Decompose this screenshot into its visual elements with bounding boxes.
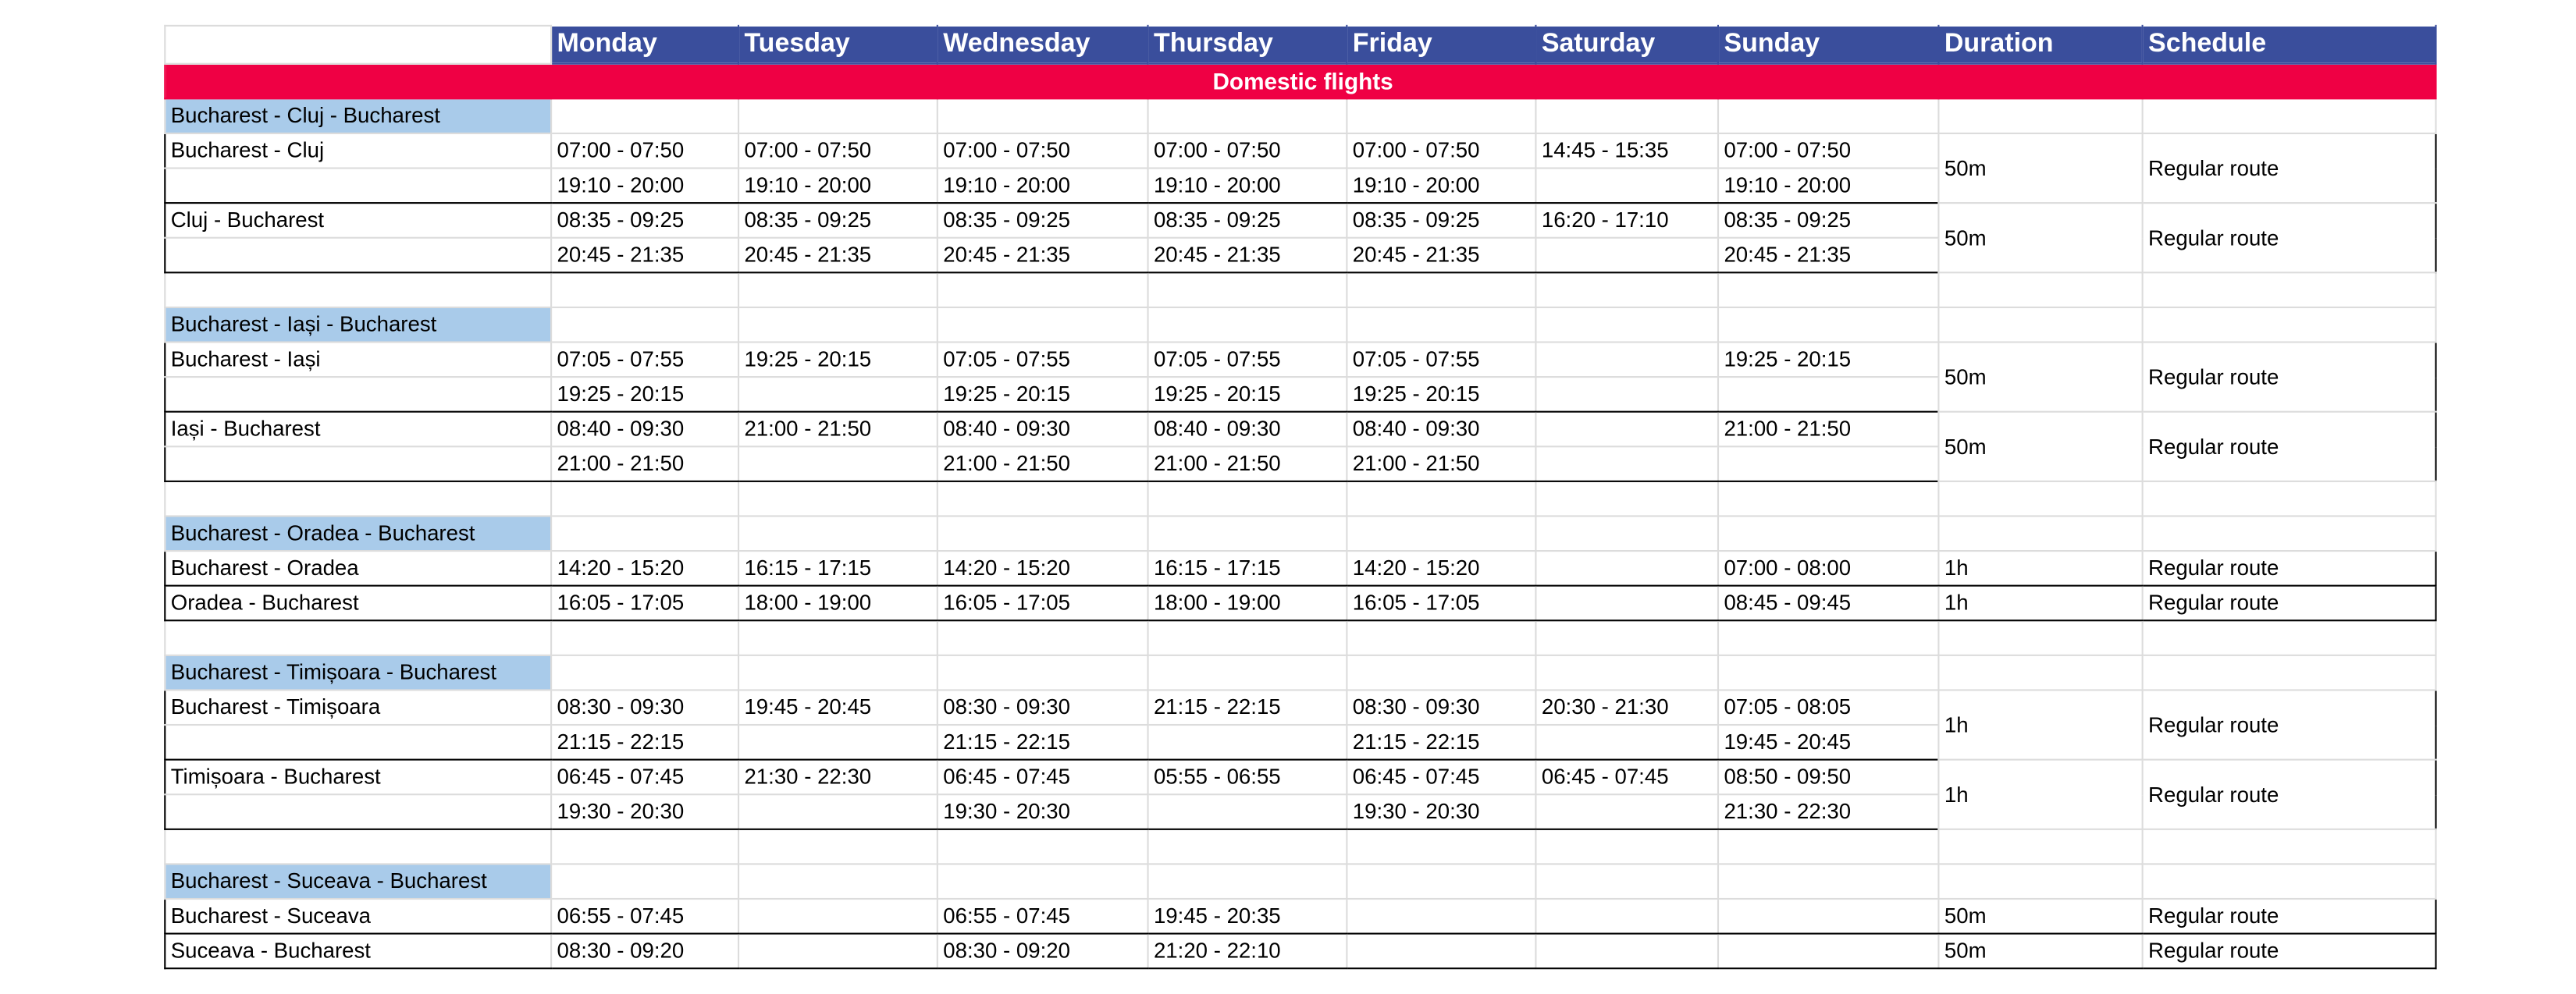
spacer-row: [165, 829, 2435, 864]
empty-cell: [1535, 238, 1718, 273]
empty-cell: [1718, 272, 1938, 307]
flight-time: 19:25 - 20:15: [938, 377, 1148, 412]
empty-cell: [1535, 586, 1718, 621]
empty-cell: [165, 725, 551, 760]
empty-cell: [1148, 829, 1347, 864]
flight-time: 19:25 - 20:15: [1347, 377, 1535, 412]
route-duration: 1h: [1938, 690, 2142, 759]
empty-cell: [1347, 899, 1535, 934]
spacer-row: [165, 272, 2435, 307]
flight-time: 21:00 - 21:50: [938, 446, 1148, 481]
empty-cell: [938, 98, 1148, 133]
flight-time: 16:05 - 17:05: [938, 586, 1148, 621]
flight-time: 08:30 - 09:30: [1347, 690, 1535, 725]
flight-time: 06:55 - 07:45: [938, 899, 1148, 934]
empty-cell: [551, 307, 738, 343]
column-header: Monday: [551, 26, 738, 64]
route-name: Cluj - Bucharest: [165, 203, 551, 238]
flight-time: 07:00 - 07:50: [738, 133, 938, 169]
column-header: Schedule: [2143, 26, 2436, 64]
spacer-row: [165, 620, 2435, 655]
empty-cell: [1535, 829, 1718, 864]
empty-cell: [1347, 829, 1535, 864]
empty-cell: [1938, 864, 2142, 899]
column-header: Tuesday: [738, 26, 938, 64]
flight-time: 19:10 - 20:00: [551, 169, 738, 204]
flight-time: 06:45 - 07:45: [938, 760, 1148, 795]
flight-time: 06:45 - 07:45: [1535, 760, 1718, 795]
empty-cell: [551, 516, 738, 551]
empty-cell: [1718, 446, 1938, 481]
flight-time: 21:00 - 21:50: [1148, 446, 1347, 481]
flight-time: 08:35 - 09:25: [551, 203, 738, 238]
flight-time: 19:10 - 20:00: [738, 169, 938, 204]
route-row: [165, 760, 2435, 795]
flight-time: 20:45 - 21:35: [1148, 238, 1347, 273]
flight-time: 20:30 - 21:30: [1535, 690, 1718, 725]
flight-time: 19:45 - 20:35: [1148, 899, 1347, 934]
flight-time: 20:45 - 21:35: [551, 238, 738, 273]
flight-time: 07:00 - 08:00: [1718, 551, 1938, 586]
flight-time: 07:00 - 07:50: [551, 133, 738, 169]
empty-cell: [1148, 864, 1347, 899]
flight-time: 07:00 - 07:50: [1148, 133, 1347, 169]
flight-time: 16:15 - 17:15: [1148, 551, 1347, 586]
empty-cell: [2143, 829, 2436, 864]
empty-cell: [1718, 377, 1938, 412]
flight-time: 08:30 - 09:30: [551, 690, 738, 725]
flight-time: 21:15 - 22:15: [1347, 725, 1535, 760]
flight-time: 08:40 - 09:30: [1347, 412, 1535, 447]
route-name: Bucharest - Oradea: [165, 551, 551, 586]
flight-time: 14:20 - 15:20: [551, 551, 738, 586]
empty-cell: [1938, 829, 2142, 864]
empty-cell: [1535, 169, 1718, 204]
empty-cell: [1148, 655, 1347, 690]
empty-cell: [1148, 272, 1347, 307]
empty-cell: [551, 272, 738, 307]
flight-time: 08:30 - 09:20: [551, 934, 738, 969]
empty-cell: [1148, 98, 1347, 133]
empty-cell: [1148, 481, 1347, 517]
flight-time: 18:00 - 19:00: [1148, 586, 1347, 621]
empty-cell: [1938, 516, 2142, 551]
empty-cell: [1148, 516, 1347, 551]
flight-time: 08:35 - 09:25: [1718, 203, 1938, 238]
empty-cell: [1535, 446, 1718, 481]
empty-cell: [1938, 98, 2142, 133]
empty-cell: [1347, 864, 1535, 899]
empty-cell: [165, 238, 551, 273]
empty-cell: [2143, 864, 2436, 899]
empty-cell: [1718, 899, 1938, 934]
empty-cell: [1535, 516, 1718, 551]
flight-time: 19:25 - 20:15: [1718, 343, 1938, 378]
empty-cell: [2143, 307, 2436, 343]
flight-time: 21:30 - 22:30: [738, 760, 938, 795]
empty-cell: [2143, 620, 2436, 655]
empty-cell: [551, 481, 738, 517]
domestic-flights-banner: Domestic flights: [165, 64, 2435, 99]
flight-time: 08:45 - 09:45: [1718, 586, 1938, 621]
spacer-row: [165, 481, 2435, 517]
flight-time: 20:45 - 21:35: [1347, 238, 1535, 273]
empty-cell: [165, 481, 551, 517]
empty-cell: [1148, 307, 1347, 343]
empty-cell: [1718, 620, 1938, 655]
empty-cell: [1347, 620, 1535, 655]
route-name: Suceava - Bucharest: [165, 934, 551, 969]
route-schedule: Regular route: [2143, 551, 2436, 586]
banner-row: [165, 64, 2435, 99]
empty-cell: [551, 98, 738, 133]
empty-cell: [1535, 551, 1718, 586]
route-name: Bucharest - Suceava: [165, 899, 551, 934]
empty-cell: [1718, 98, 1938, 133]
column-header: Friday: [1347, 26, 1535, 64]
route-row: [165, 934, 2435, 969]
empty-cell: [1535, 412, 1718, 447]
flight-time: 14:20 - 15:20: [1347, 551, 1535, 586]
empty-cell: [938, 481, 1148, 517]
header-row: [165, 26, 2435, 64]
route-schedule: Regular route: [2143, 343, 2436, 412]
empty-cell: [1718, 481, 1938, 517]
empty-cell: [1347, 307, 1535, 343]
flight-time: 21:00 - 21:50: [551, 446, 738, 481]
column-header: Saturday: [1535, 26, 1718, 64]
column-header: Wednesday: [938, 26, 1148, 64]
empty-cell: [1347, 934, 1535, 969]
flight-time: 07:00 - 07:50: [938, 133, 1148, 169]
empty-cell: [1718, 934, 1938, 969]
route-row: [165, 690, 2435, 725]
empty-cell: [738, 829, 938, 864]
route-row: [165, 412, 2435, 447]
empty-cell: [938, 516, 1148, 551]
flight-time: 19:30 - 20:30: [551, 794, 738, 829]
flight-time: 21:00 - 21:50: [1718, 412, 1938, 447]
empty-cell: [2143, 655, 2436, 690]
flight-time: 08:40 - 09:30: [1148, 412, 1347, 447]
flight-time: 08:35 - 09:25: [1347, 203, 1535, 238]
route-group-row: [165, 655, 2435, 690]
route-row: [165, 343, 2435, 378]
empty-cell: [1535, 934, 1718, 969]
empty-cell: [2143, 516, 2436, 551]
flight-time: 16:05 - 17:05: [1347, 586, 1535, 621]
route-name: Timișoara - Bucharest: [165, 760, 551, 795]
flight-timetable: [164, 25, 2436, 969]
route-group-row: [165, 516, 2435, 551]
route-duration: 1h: [1938, 551, 2142, 586]
column-header: Thursday: [1148, 26, 1347, 64]
empty-cell: [165, 272, 551, 307]
empty-cell: [1938, 272, 2142, 307]
empty-cell: [738, 620, 938, 655]
flight-time: 07:05 - 08:05: [1718, 690, 1938, 725]
empty-cell: [165, 377, 551, 412]
route-name: Iași - Bucharest: [165, 412, 551, 447]
route-group-title: Bucharest - Iași - Bucharest: [165, 307, 551, 343]
empty-cell: [165, 446, 551, 481]
flight-time: 18:00 - 19:00: [738, 586, 938, 621]
empty-cell: [165, 829, 551, 864]
flight-time: 19:10 - 20:00: [1148, 169, 1347, 204]
flight-time: 19:30 - 20:30: [938, 794, 1148, 829]
flight-time: 19:10 - 20:00: [1718, 169, 1938, 204]
route-duration: 50m: [1938, 343, 2142, 412]
route-group-title: Bucharest - Suceava - Bucharest: [165, 864, 551, 899]
empty-cell: [551, 620, 738, 655]
flight-time: 19:10 - 20:00: [1347, 169, 1535, 204]
flight-time: 19:25 - 20:15: [738, 343, 938, 378]
flight-time: 19:10 - 20:00: [938, 169, 1148, 204]
empty-cell: [2143, 272, 2436, 307]
empty-cell: [165, 169, 551, 204]
empty-cell: [1938, 620, 2142, 655]
route-duration: 50m: [1938, 412, 2142, 481]
flight-time: 16:20 - 17:10: [1535, 203, 1718, 238]
empty-cell: [2143, 481, 2436, 517]
route-schedule: Regular route: [2143, 760, 2436, 829]
flight-time: 14:20 - 15:20: [938, 551, 1148, 586]
flight-time: 19:30 - 20:30: [1347, 794, 1535, 829]
empty-cell: [1148, 725, 1347, 760]
flight-time: 08:50 - 09:50: [1718, 760, 1938, 795]
empty-cell: [1347, 272, 1535, 307]
empty-cell: [1535, 794, 1718, 829]
empty-cell: [1347, 516, 1535, 551]
route-schedule: Regular route: [2143, 412, 2436, 481]
header-corner: [165, 26, 551, 64]
empty-cell: [551, 864, 738, 899]
empty-cell: [1938, 481, 2142, 517]
column-header: Sunday: [1718, 26, 1938, 64]
route-duration: 50m: [1938, 133, 2142, 203]
empty-cell: [1535, 377, 1718, 412]
empty-cell: [1347, 98, 1535, 133]
route-row: [165, 899, 2435, 934]
route-schedule: Regular route: [2143, 934, 2436, 969]
route-group-title: Bucharest - Oradea - Bucharest: [165, 516, 551, 551]
empty-cell: [551, 655, 738, 690]
empty-cell: [938, 864, 1148, 899]
flight-time: 20:45 - 21:35: [738, 238, 938, 273]
route-name: Oradea - Bucharest: [165, 586, 551, 621]
empty-cell: [165, 794, 551, 829]
flight-time: 21:20 - 22:10: [1148, 934, 1347, 969]
route-row: [165, 551, 2435, 586]
empty-cell: [1535, 481, 1718, 517]
flight-time: 08:35 - 09:25: [738, 203, 938, 238]
route-schedule: Regular route: [2143, 899, 2436, 934]
empty-cell: [1718, 829, 1938, 864]
route-group-title: Bucharest - Timișoara - Bucharest: [165, 655, 551, 690]
empty-cell: [1718, 655, 1938, 690]
route-duration: 1h: [1938, 760, 2142, 829]
route-group-row: [165, 307, 2435, 343]
empty-cell: [1535, 343, 1718, 378]
empty-cell: [738, 794, 938, 829]
route-duration: 50m: [1938, 899, 2142, 934]
flight-time: 08:40 - 09:30: [938, 412, 1148, 447]
route-row: [165, 133, 2435, 169]
empty-cell: [738, 934, 938, 969]
route-name: Bucharest - Cluj: [165, 133, 551, 169]
empty-cell: [1535, 307, 1718, 343]
empty-cell: [738, 272, 938, 307]
flight-time: 06:55 - 07:45: [551, 899, 738, 934]
flight-time: 06:45 - 07:45: [1347, 760, 1535, 795]
route-schedule: Regular route: [2143, 690, 2436, 759]
route-row: [165, 203, 2435, 238]
route-name: Bucharest - Timișoara: [165, 690, 551, 725]
empty-cell: [738, 307, 938, 343]
flight-time: 16:15 - 17:15: [738, 551, 938, 586]
flight-time: 19:25 - 20:15: [551, 377, 738, 412]
empty-cell: [738, 481, 938, 517]
flight-time: 19:25 - 20:15: [1148, 377, 1347, 412]
empty-cell: [1938, 655, 2142, 690]
flight-time: 21:00 - 21:50: [1347, 446, 1535, 481]
route-group-row: [165, 864, 2435, 899]
empty-cell: [165, 620, 551, 655]
empty-cell: [938, 829, 1148, 864]
flight-time: 21:15 - 22:15: [1148, 690, 1347, 725]
route-duration: 50m: [1938, 934, 2142, 969]
flight-time: 08:40 - 09:30: [551, 412, 738, 447]
empty-cell: [1535, 655, 1718, 690]
empty-cell: [1347, 655, 1535, 690]
empty-cell: [938, 307, 1148, 343]
route-row: [165, 586, 2435, 621]
empty-cell: [938, 655, 1148, 690]
route-schedule: Regular route: [2143, 133, 2436, 203]
flight-time: 20:45 - 21:35: [1718, 238, 1938, 273]
flight-time: 08:30 - 09:20: [938, 934, 1148, 969]
flight-time: 08:30 - 09:30: [938, 690, 1148, 725]
flight-time: 07:00 - 07:50: [1718, 133, 1938, 169]
route-schedule: Regular route: [2143, 203, 2436, 272]
empty-cell: [1535, 864, 1718, 899]
empty-cell: [738, 98, 938, 133]
flight-time: 08:35 - 09:25: [1148, 203, 1347, 238]
empty-cell: [551, 829, 738, 864]
flight-time: 07:05 - 07:55: [1148, 343, 1347, 378]
empty-cell: [938, 272, 1148, 307]
flight-time: 07:05 - 07:55: [551, 343, 738, 378]
empty-cell: [1535, 620, 1718, 655]
empty-cell: [1148, 620, 1347, 655]
flight-time: 14:45 - 15:35: [1535, 133, 1718, 169]
empty-cell: [1535, 899, 1718, 934]
flight-time: 20:45 - 21:35: [938, 238, 1148, 273]
empty-cell: [1718, 864, 1938, 899]
empty-cell: [1347, 481, 1535, 517]
flight-time: 07:05 - 07:55: [938, 343, 1148, 378]
empty-cell: [738, 725, 938, 760]
route-name: Bucharest - Iași: [165, 343, 551, 378]
route-schedule: Regular route: [2143, 586, 2436, 621]
empty-cell: [1938, 307, 2142, 343]
column-header: Duration: [1938, 26, 2142, 64]
empty-cell: [738, 516, 938, 551]
empty-cell: [738, 655, 938, 690]
empty-cell: [738, 446, 938, 481]
flight-time: 08:35 - 09:25: [938, 203, 1148, 238]
empty-cell: [938, 620, 1148, 655]
flight-time: 05:55 - 06:55: [1148, 760, 1347, 795]
empty-cell: [1535, 272, 1718, 307]
route-group-title: Bucharest - Cluj - Bucharest: [165, 98, 551, 133]
empty-cell: [1535, 725, 1718, 760]
flight-time: 16:05 - 17:05: [551, 586, 738, 621]
flight-time: 19:45 - 20:45: [1718, 725, 1938, 760]
flight-time: 21:15 - 22:15: [938, 725, 1148, 760]
empty-cell: [1718, 516, 1938, 551]
flight-time: 19:45 - 20:45: [738, 690, 938, 725]
empty-cell: [738, 377, 938, 412]
flight-time: 21:15 - 22:15: [551, 725, 738, 760]
flight-time: 07:00 - 07:50: [1347, 133, 1535, 169]
empty-cell: [738, 864, 938, 899]
empty-cell: [1148, 794, 1347, 829]
flight-time: 21:00 - 21:50: [738, 412, 938, 447]
route-duration: 50m: [1938, 203, 2142, 272]
route-duration: 1h: [1938, 586, 2142, 621]
route-group-row: [165, 98, 2435, 133]
flight-time: 07:05 - 07:55: [1347, 343, 1535, 378]
empty-cell: [2143, 98, 2436, 133]
empty-cell: [1718, 307, 1938, 343]
flight-time: 06:45 - 07:45: [551, 760, 738, 795]
empty-cell: [1535, 98, 1718, 133]
empty-cell: [738, 899, 938, 934]
flight-time: 21:30 - 22:30: [1718, 794, 1938, 829]
